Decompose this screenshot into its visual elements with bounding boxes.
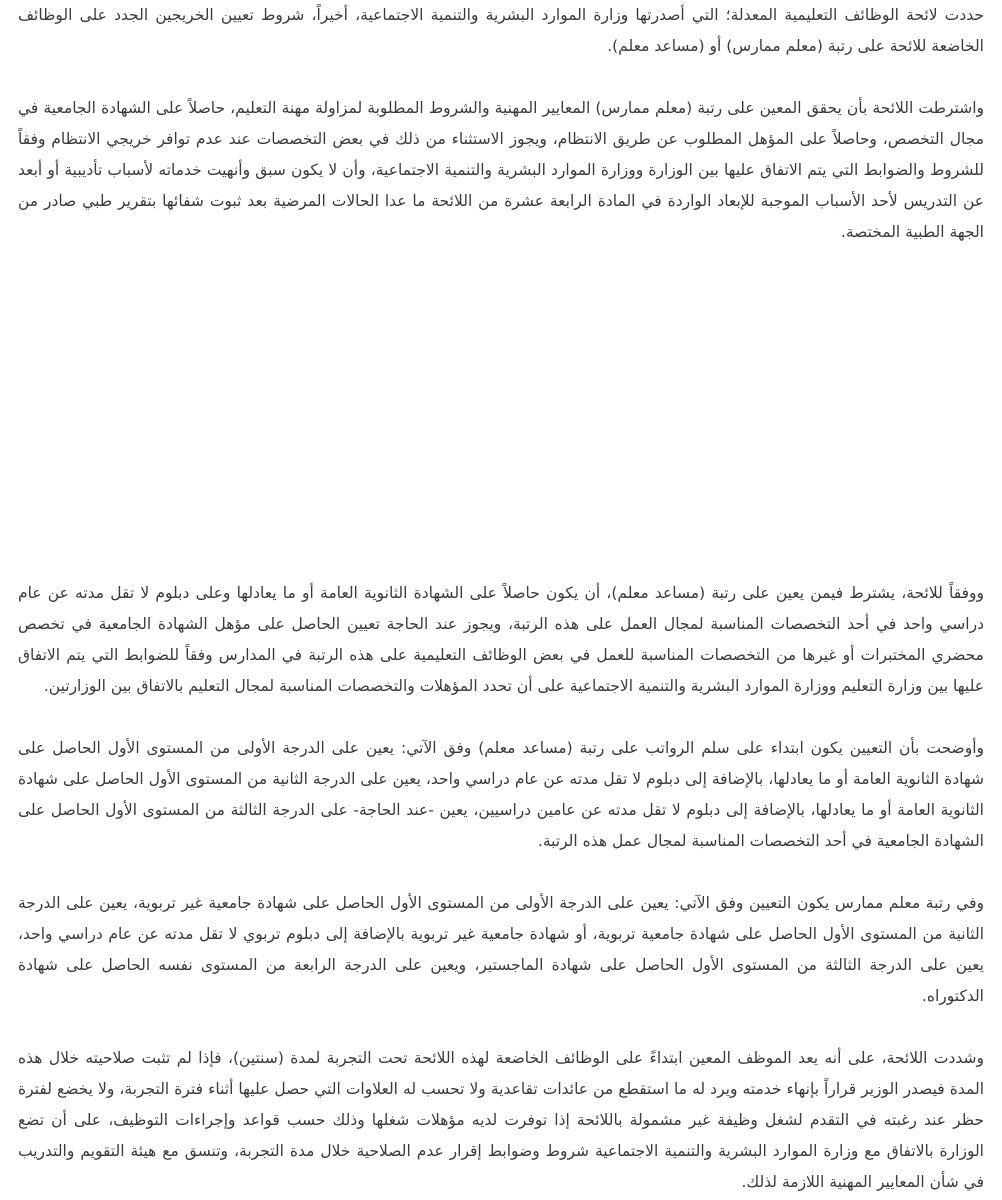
paragraph-spacer bbox=[18, 702, 984, 733]
paragraph-spacer bbox=[18, 1012, 984, 1043]
blank-ad-space bbox=[18, 248, 984, 578]
paragraph-5: وفي رتبة معلم ممارس يكون التعيين وفق الآتي: يعين على الدرجة الأولى من المستوى الأول الحاصل على شهادة جامعية غير تربوية، يعين على الدرجة الثانية من المستوى الأول الحاصل على شهادة جامعية تربوية، أو شهادة جامعية غير تربوية بالإضافة إلى دبلوم تربوي لا تقل مدته عن عام دراسي واحد، يعين على الدرجة الثالثة من المستوى الأول الحاصل على شهادة الماجستير، ويعين على الدرجة الرابعة من المستوى نفسه الحاصل على شهادة الدكتوراه. bbox=[18, 894, 984, 1005]
article-body bbox=[18, 0, 984, 1198]
paragraph-spacer bbox=[18, 857, 984, 888]
paragraph-2: واشترطت اللائحة بأن يحقق المعين على رتبة (معلم ممارس) المعايير المهنية والشروط المطلوبة لمزاولة مهنة التعليم، حاصلاً على الشهادة الجامعية في مجال التخصص، وحاصلاً على المؤهل المطلوب عن طريق الانتظام، ويجوز الاستثناء من ذلك في بعض التخصصات عند عدم توافر خريجي الانتظام وفقاً للشروط والضوابط التي يتم الاتفاق عليها بين الوزارة ووزارة الموارد البشرية والتنمية الاجتماعية، وأن لا يكون سبق وأنهيت خدماته لأسباب تأديبية أو أبعد عن التدريس لأحد الأسباب الموجبة للإبعاد الواردة في المادة الرابعة عشرة من اللائحة ما عدا الحالات المرضية بعد ثبوت شفائها بتقرير طبي صادر من الجهة الطبية المختصة. bbox=[18, 99, 984, 241]
paragraph-4: وأوضحت بأن التعيين يكون ابتداء على سلم الرواتب على رتبة (مساعد معلم) وفق الآتي: يعين على الدرجة الأولى من المستوى الأول الحاصل على شهادة الثانوية العامة أو ما يعادلها، بالإضافة إلى دبلوم لا تقل مدته عن عام دراسي واحد، يعين على الدرجة الثانية من المستوى الأول الحاصل على شهادة الثانوية العامة أو ما يعادلها، بالإضافة إلى دبلوم لا تقل مدته عن عامين دراسيين، يعين -عند الحاجة- على الدرجة الثالثة من المستوى الأول الحاصل على الشهادة الجامعية في أحد التخصصات المناسبة لمجال عمل هذه الرتبة. bbox=[18, 739, 984, 850]
paragraph-spacer bbox=[18, 62, 984, 93]
paragraph-6: وشددت اللائحة، على أنه يعد الموظف المعين ابتداءً على الوظائف الخاضعة لهذه اللائحة تحت التجربة لمدة (سنتين)، فإذا لم تثبت صلاحيته خلال هذه المدة فيصدر الوزير قراراً بإنهاء خدمته ويرد له ما استقطع من عائدات تقاعدية ولا تحسب له العلاوات التي حصل عليها أثناء فترة التجربة، ولا يخضع لفترة حظر عند رغبته في التقدم لشغل وظيفة غير مشمولة باللائحة إذا توفرت لديه مؤهلات شغلها وذلك حسب قواعد وإجراءات التوظيف، على أن تضع الوزارة بالاتفاق مع وزارة الموارد البشرية والتنمية الاجتماعية شروط وضوابط إقرار عدم الصلاحية خلال مدة التجربة، وتنسق مع هيئة التقويم والتدريب في شأن المعايير المهنية اللازمة لذلك. bbox=[18, 1049, 984, 1191]
paragraph-3: ووفقاً للائحة، يشترط فيمن يعين على رتبة (مساعد معلم)، أن يكون حاصلاً على الشهادة الثانوية العامة أو ما يعادلها وعلى دبلوم لا تقل مدته عن عام دراسي واحد في أحد التخصصات المناسبة لمجال العمل على هذه الرتبة، ويجوز عند الحاجة تعيين الحاصل على مؤهل الشهادة الجامعية في تخصص محضري المختبرات أو غيرها من التخصصات المناسبة للعمل في بعض الوظائف التعليمية على هذه الرتبة في المدارس وفقاً للضوابط التي يتم الاتفاق عليها بين وزارة التعليم ووزارة الموارد البشرية والتنمية الاجتماعية على أن تحدد المؤهلات والتخصصات المناسبة لمجال التعليم بالاتفاق بين الوزارتين. bbox=[18, 584, 984, 695]
paragraph-1: حددت لائحة الوظائف التعليمية المعدلة؛ التي أصدرتها وزارة الموارد البشرية والتنمية الاجتماعية، أخيراً، شروط تعيين الخريجين الجدد على الوظائف الخاضعة للائحة على رتبة (معلم ممارس) أو (مساعد معلم). bbox=[18, 6, 984, 55]
